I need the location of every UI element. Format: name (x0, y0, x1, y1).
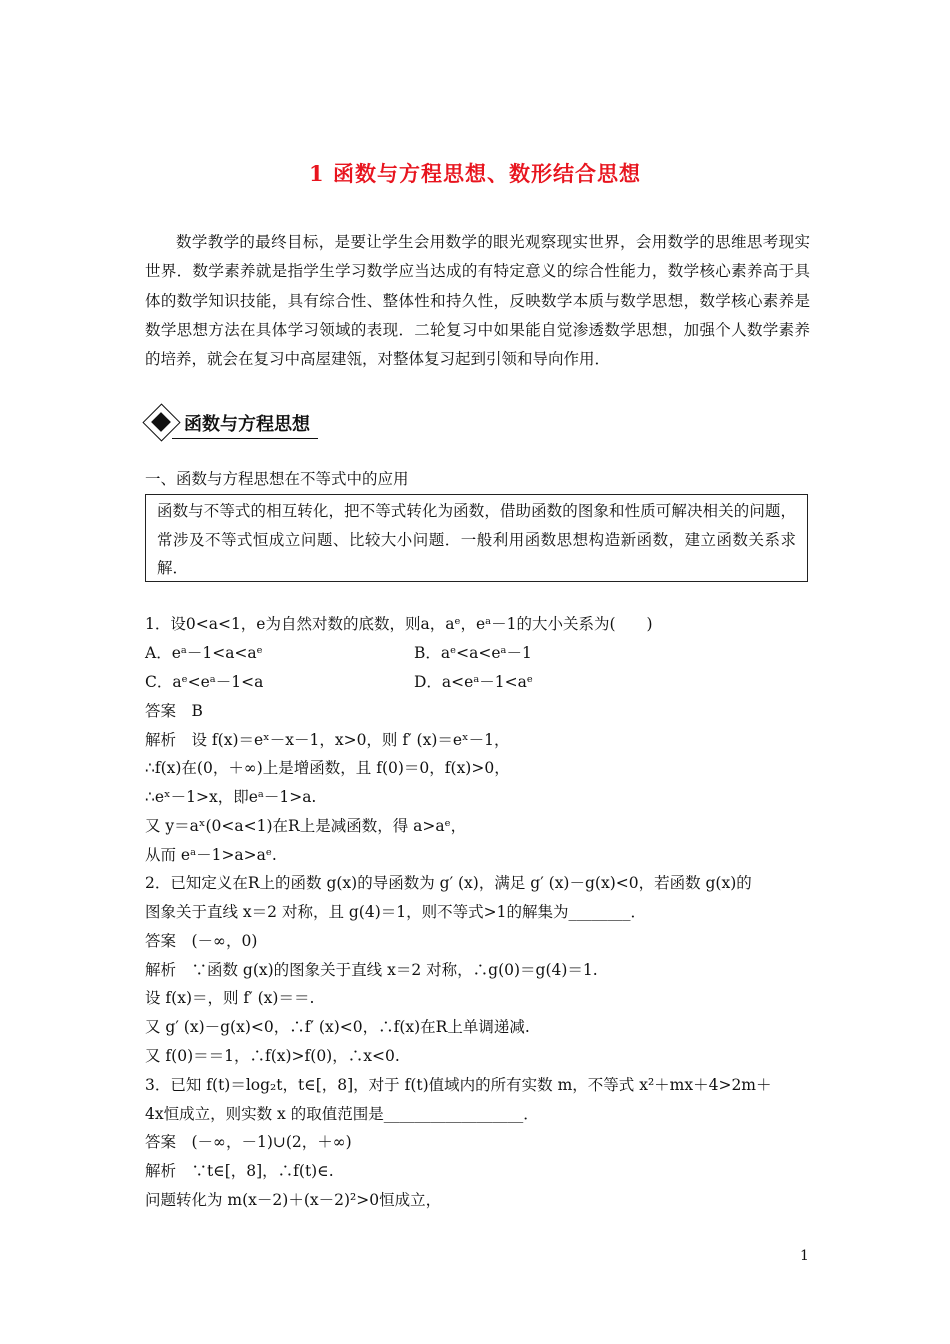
q3-answer: 答案 (－∞，－1)∪(2，＋∞) (145, 1133, 352, 1151)
page-title: 1 函数与方程思想、数形结合思想 (309, 161, 641, 186)
question-2: 2．已知定义在R上的函数 g(x)的导函数为 g′ (x)，满足 g′ (x)－g(x)<0，若函数 g(x)的 (145, 874, 752, 892)
q1-option-b: B．aᵉ<a<eᵃ－1 (414, 644, 532, 662)
q3-solution-line: 问题转化为 m(x－2)＋(x－2)²>0恒成立， (145, 1191, 442, 1209)
question-2-cont: 图象关于直线 x＝2 对称，且 g(4)＝1，则不等式>1的解集为________． (145, 903, 646, 921)
q2-solution-line: 设 f(x)＝，则 f′ (x)＝＝. (145, 989, 315, 1007)
intro-paragraph: 数学教学的最终目标，是要让学生会用数学的眼光观察现实世界，会用数学的思维思考现实世界．数学素养就是指学生学习数学应当达成的有特定意义的综合性能力，数学核心素养高于具体的数学知识技能，具有综合性、整体性和持久性，反映数学本质与数学思想，数学核心素养是数学思想方法在具体学习领域的表现．二轮复习中如果能自觉渗透数学思想，加强个人数学素养的培养，就会在复习中高屋建瓴，对整体复习起到引领和导向作用． (145, 233, 810, 369)
section-underline (172, 438, 318, 439)
q3-solution-line: 解析 ∵t∈[，8]，∴f(t)∈. (145, 1162, 334, 1180)
question-3: 3．已知 f(t)＝log₂t，t∈[，8]，对于 f(t)值域内的所有实数 m，不等式 x²＋mx＋4>2m＋ (145, 1076, 772, 1094)
q1-option-c: C．aᵉ<eᵃ－1<a (145, 673, 264, 691)
q1-option-a: A．eᵃ－1<a<aᵉ (145, 644, 263, 662)
q1-solution-line: ∴f(x)在(0，＋∞)上是增函数，且 f(0)＝0，f(x)>0， (145, 759, 510, 777)
q2-solution-line: 解析 ∵函数 g(x)的图象关于直线 x＝2 对称，∴g(0)＝g(4)＝1. (145, 961, 598, 979)
q1-solution-line: 从而 eᵃ－1>a>aᵉ. (145, 846, 277, 864)
section-heading-label: 函数与方程思想 (184, 414, 310, 435)
q2-solution-line: 又 g′ (x)－g(x)<0，∴f′ (x)<0，∴f(x)在R上单调递减. (145, 1018, 530, 1036)
subsection-title: 一、函数与方程思想在不等式中的应用 (145, 470, 409, 488)
question-3-cont: 4x恒成立，则实数 x 的取值范围是__________________． (145, 1105, 539, 1123)
q2-solution-line: 又 f(0)＝＝1，∴f(x)>f(0)，∴x<0. (145, 1047, 400, 1065)
q1-solution-line: 又 y＝aˣ(0<a<1)在R上是减函数，得 a>aᵉ， (145, 817, 467, 835)
method-box: 函数与不等式的相互转化，把不等式转化为函数，借助函数的图象和性质可解决相关的问题，常涉及不等式恒成立问题、比较大小问题．一般利用函数思想构造新函数，建立函数关系求解． (145, 494, 808, 582)
q1-solution-line: ∴eˣ－1>x，即eᵃ－1>a. (145, 788, 317, 806)
q2-answer: 答案 (－∞，0) (145, 932, 258, 950)
q1-option-d: D．a<eᵃ－1<aᵉ (414, 673, 533, 691)
page-number: 1 (800, 1248, 809, 1264)
q1-answer: 答案 B (145, 702, 203, 720)
question-1: 1．设0<a<1，e为自然对数的底数，则a，aᵉ，eᵃ－1的大小关系为( ) (145, 615, 653, 633)
q1-solution-line: 解析 设 f(x)＝eˣ－x－1，x>0，则 f′ (x)＝eˣ－1， (145, 731, 510, 749)
